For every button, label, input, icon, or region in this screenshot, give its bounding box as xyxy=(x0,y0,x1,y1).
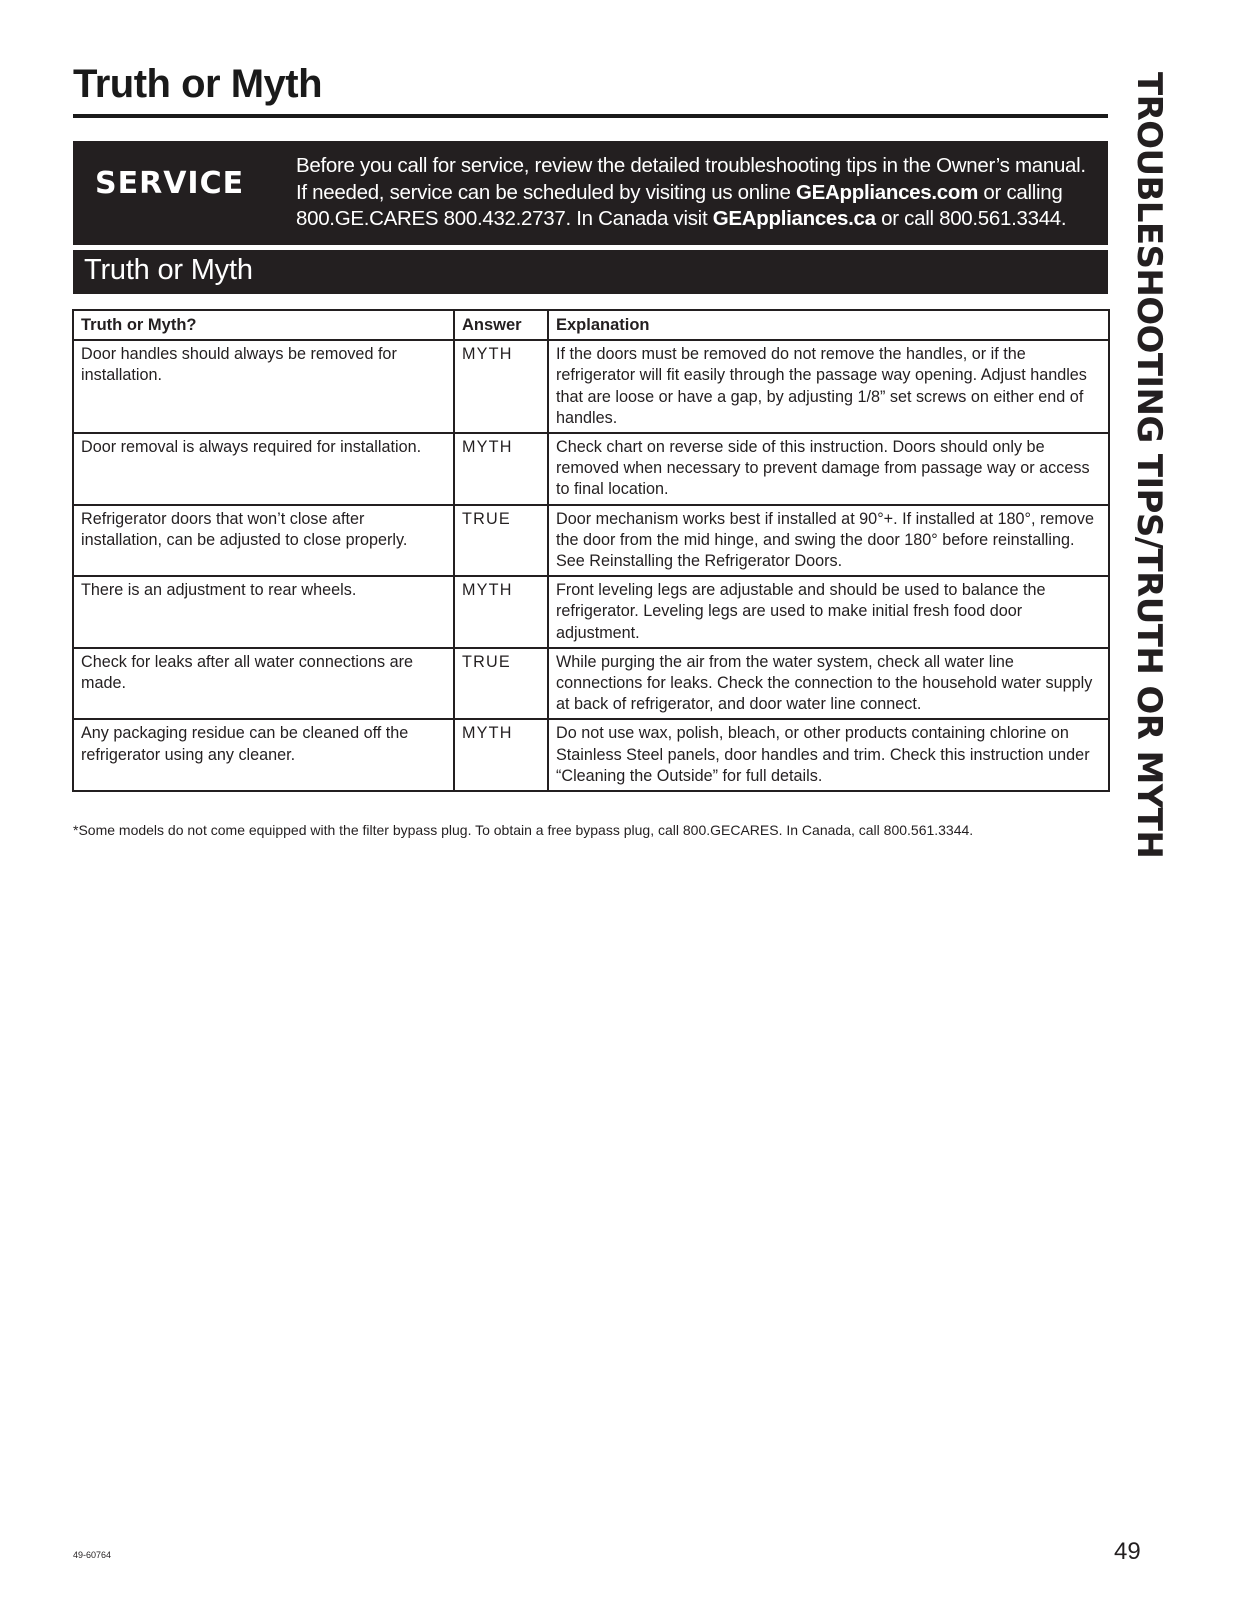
ge-appliances-ca-link[interactable]: GEAppliances.ca xyxy=(712,207,876,230)
table-row xyxy=(73,433,1109,505)
service-line-3-tail: or call 800.561.3344. xyxy=(875,207,1067,230)
statement-cell: Any packaging residue can be cleaned off the refrigerator using any cleaner. xyxy=(73,719,454,791)
truth-or-myth-table xyxy=(72,309,1110,792)
answer-cell: TRUE xyxy=(454,505,548,577)
header-statement: Truth or Myth? xyxy=(73,310,454,340)
explanation-cell: Do not use wax, polish, bleach, or other products containing chlorine on Stainless Steel panels, door handles and trim. Check this instruction under “Cleaning the Outside” for full details. xyxy=(548,719,1109,791)
explanation-cell: Front leveling legs are adjustable and should be used to balance the refrigerator. Leveling legs are used to make initial fresh food door adjustment. xyxy=(548,576,1109,648)
statement-cell: Door removal is always required for installation. xyxy=(73,433,454,505)
table-header-row xyxy=(73,310,1109,340)
header-answer: Answer xyxy=(454,310,548,340)
table-row xyxy=(73,648,1109,720)
answer-cell: MYTH xyxy=(454,576,548,648)
table-row xyxy=(73,576,1109,648)
page-number: 49 xyxy=(1114,1538,1141,1565)
service-label: SERVICE xyxy=(95,166,245,201)
service-line-2-tail: or calling xyxy=(978,180,1063,204)
page-title: Truth or Myth xyxy=(73,62,323,106)
explanation-cell: Door mechanism works best if installed at 90°+. If installed at 180°, remove the door from the mid hinge, and swing the door 180° before reinstalling. See Reinstalling the Refrigerator Doors. xyxy=(548,505,1109,577)
ge-appliances-com-link[interactable]: GEAppliances.com xyxy=(795,180,979,204)
answer-cell: TRUE xyxy=(454,648,548,720)
service-line-3-text: 800.GE.CARES 800.432.2737. In Canada visit xyxy=(296,207,713,230)
table-row xyxy=(73,340,1109,433)
section-heading: Truth or Myth xyxy=(84,254,253,286)
statement-cell: Door handles should always be removed for installation. xyxy=(73,340,454,433)
answer-cell: MYTH xyxy=(454,719,548,791)
table-row xyxy=(73,505,1109,577)
service-text xyxy=(296,153,1106,233)
answer-cell: MYTH xyxy=(454,433,548,505)
footnote: *Some models do not come equipped with the filter bypass plug. To obtain a free bypass plug, call 800.GECARES. In Canada, call 800.561.3344. xyxy=(73,822,974,838)
table-row xyxy=(73,719,1109,791)
statement-cell: There is an adjustment to rear wheels. xyxy=(73,576,454,648)
service-line-3 xyxy=(296,206,1106,233)
section-heading-bar xyxy=(73,250,1108,294)
explanation-cell: If the doors must be removed do not remove the handles, or if the refrigerator will fit easily through the passage way opening. Adjust handles that are loose or have a gap, by adjusting 1/8” set screws on either end of handles. xyxy=(548,340,1109,433)
header-explanation: Explanation xyxy=(548,310,1109,340)
statement-cell: Refrigerator doors that won’t close after installation, can be adjusted to close properly. xyxy=(73,505,454,577)
statement-cell: Check for leaks after all water connections are made. xyxy=(73,648,454,720)
service-line-2-text: If needed, service can be scheduled by visiting us online xyxy=(296,180,796,204)
side-tab-label: TROUBLESHOOTING TIPS/TRUTH OR MYTH xyxy=(1129,72,1169,859)
title-rule xyxy=(73,114,1108,118)
doc-number: 49-60764 xyxy=(73,1550,112,1560)
service-box xyxy=(73,141,1108,245)
service-line-1: Before you call for service, review the detailed troubleshooting tips in the Owner’s manual. xyxy=(296,154,1086,177)
explanation-cell: While purging the air from the water system, check all water line connections for leaks. Check the connection to the household water supply at back of refrigerator, and door water line connect. xyxy=(548,648,1109,720)
answer-cell: MYTH xyxy=(454,340,548,433)
service-line-2 xyxy=(296,180,1106,207)
side-tab xyxy=(1129,72,1169,922)
explanation-cell: Check chart on reverse side of this instruction. Doors should only be removed when necessary to prevent damage from passage way or access to final location. xyxy=(548,433,1109,505)
